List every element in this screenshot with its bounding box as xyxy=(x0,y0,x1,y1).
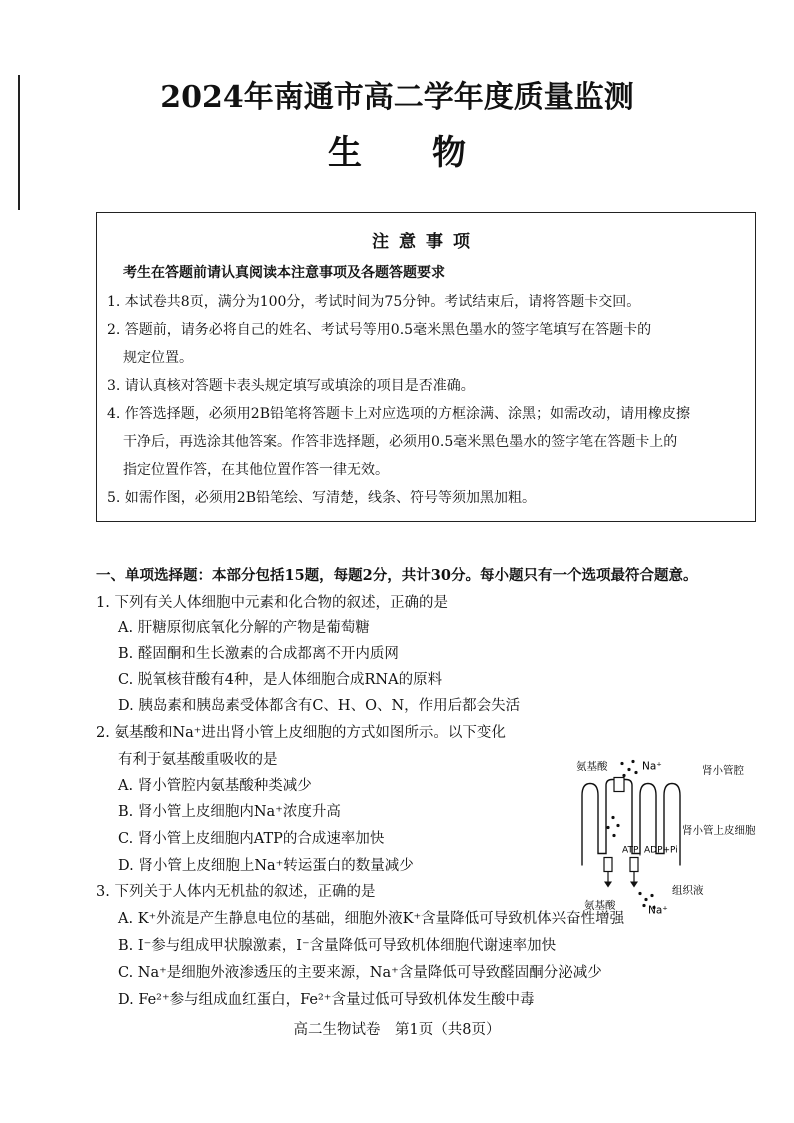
option: D. 胰岛素和胰岛素受体都含有C、H、O、N，作用后都会失活 xyxy=(118,698,521,714)
question-stem: 3. 下列关于人体内无机盐的叙述，正确的是 xyxy=(96,884,376,900)
label-lumen: 肾小管腔 xyxy=(702,764,744,777)
kidney-tubule-diagram xyxy=(560,733,780,917)
notice-item: 干净后，再选涂其他答案。作答非选择题，必须用0.5毫米黑色墨水的签字笔在答题卡上的 xyxy=(123,434,678,450)
option: A. 肾小管腔内氨基酸种类减少 xyxy=(118,778,312,794)
option: C. 肾小管上皮细胞内ATP的合成速率加快 xyxy=(118,831,385,847)
section-heading: 一、单项选择题：本部分包括15题，每题2分，共计30分。每小题只有一个选项最符合题意。 xyxy=(96,567,698,584)
option: D. 肾小管上皮细胞上Na⁺转运蛋白的数量减少 xyxy=(118,858,414,874)
option: C. Na⁺是细胞外液渗透压的主要来源，Na⁺含量降低可导致醛固酮分泌减少 xyxy=(118,965,602,981)
notice-title: 注意事项 xyxy=(372,232,480,252)
option: B. 肾小管上皮细胞内Na⁺浓度升高 xyxy=(118,804,341,820)
label-atp: ATP xyxy=(622,845,639,856)
label-na-bottom: Na⁺ xyxy=(648,904,668,917)
notice-item: 3. 请认真核对答题卡表头规定填写或填涂的项目是否准确。 xyxy=(107,378,475,394)
label-tissue-fluid: 组织液 xyxy=(672,884,704,897)
transporter-amino-acid xyxy=(604,858,612,872)
option: C. 脱氧核苷酸有4种，是人体细胞合成RNA的原料 xyxy=(118,672,443,688)
option: A. 肝糖原彻底氧化分解的产物是葡萄糖 xyxy=(118,620,370,636)
question-stem: 1. 下列有关人体细胞中元素和化合物的叙述，正确的是 xyxy=(96,595,448,611)
notice-item: 2. 答题前，请务必将自己的姓名、考试号等用0.5毫米黑色墨水的签字笔填写在答题卡的 xyxy=(107,322,652,338)
option: B. I⁻参与组成甲状腺激素，I⁻含量降低可导致机体细胞代谢速率加快 xyxy=(118,938,557,954)
question-stem: 2. 氨基酸和Na⁺进出肾小管上皮细胞的方式如图所示。以下变化 xyxy=(96,725,506,741)
label-na-top: Na⁺ xyxy=(642,760,662,773)
label-amino-acid-top: 氨基酸 xyxy=(576,760,608,773)
notice-item: 指定位置作答，在其他位置作答一律无效。 xyxy=(123,462,389,478)
exam-title: 2024年南通市高二学年度质量监测 xyxy=(160,80,634,115)
option: D. Fe²⁺参与组成血红蛋白，Fe²⁺含量过低可导致机体发生酸中毒 xyxy=(118,992,535,1008)
notice-item: 规定位置。 xyxy=(123,350,193,366)
notice-item: 5. 如需作图，必须用2B铅笔绘、写清楚，线条、符号等须加黑加粗。 xyxy=(107,490,537,506)
label-epithelial: 肾小管上皮细胞 xyxy=(682,824,756,837)
notice-intro: 考生在答题前请认真阅读本注意事项及各题答题要求 xyxy=(123,265,445,281)
label-adp: ADP+Pi xyxy=(644,845,678,856)
label-amino-acid-bottom: 氨基酸 xyxy=(584,899,616,912)
transporter-top xyxy=(614,778,624,792)
question-stem-cont: 有利于氨基酸重吸收的是 xyxy=(118,752,278,768)
option: A. K⁺外流是产生静息电位的基础，细胞外液K⁺含量降低可导致机体兴奋性增强 xyxy=(118,911,625,927)
subject-title: 生物 xyxy=(328,133,536,173)
na-k-pump xyxy=(630,858,638,872)
arrow-down-icon xyxy=(604,882,612,888)
option: B. 醛固酮和生长激素的合成都离不开内质网 xyxy=(118,646,399,662)
notice-item: 1. 本试卷共8页，满分为100分，考试时间为75分钟。考试结束后，请将答题卡交回。 xyxy=(107,294,641,310)
notice-box xyxy=(96,212,756,522)
arrow-down-icon xyxy=(630,882,638,888)
notice-item: 4. 作答选择题，必须用2B铅笔将答题卡上对应选项的方框涂满、涂黑；如需改动，请用橡皮擦 xyxy=(107,406,691,422)
page-footer: 高二生物试卷 第1页（共8页） xyxy=(293,1022,501,1038)
